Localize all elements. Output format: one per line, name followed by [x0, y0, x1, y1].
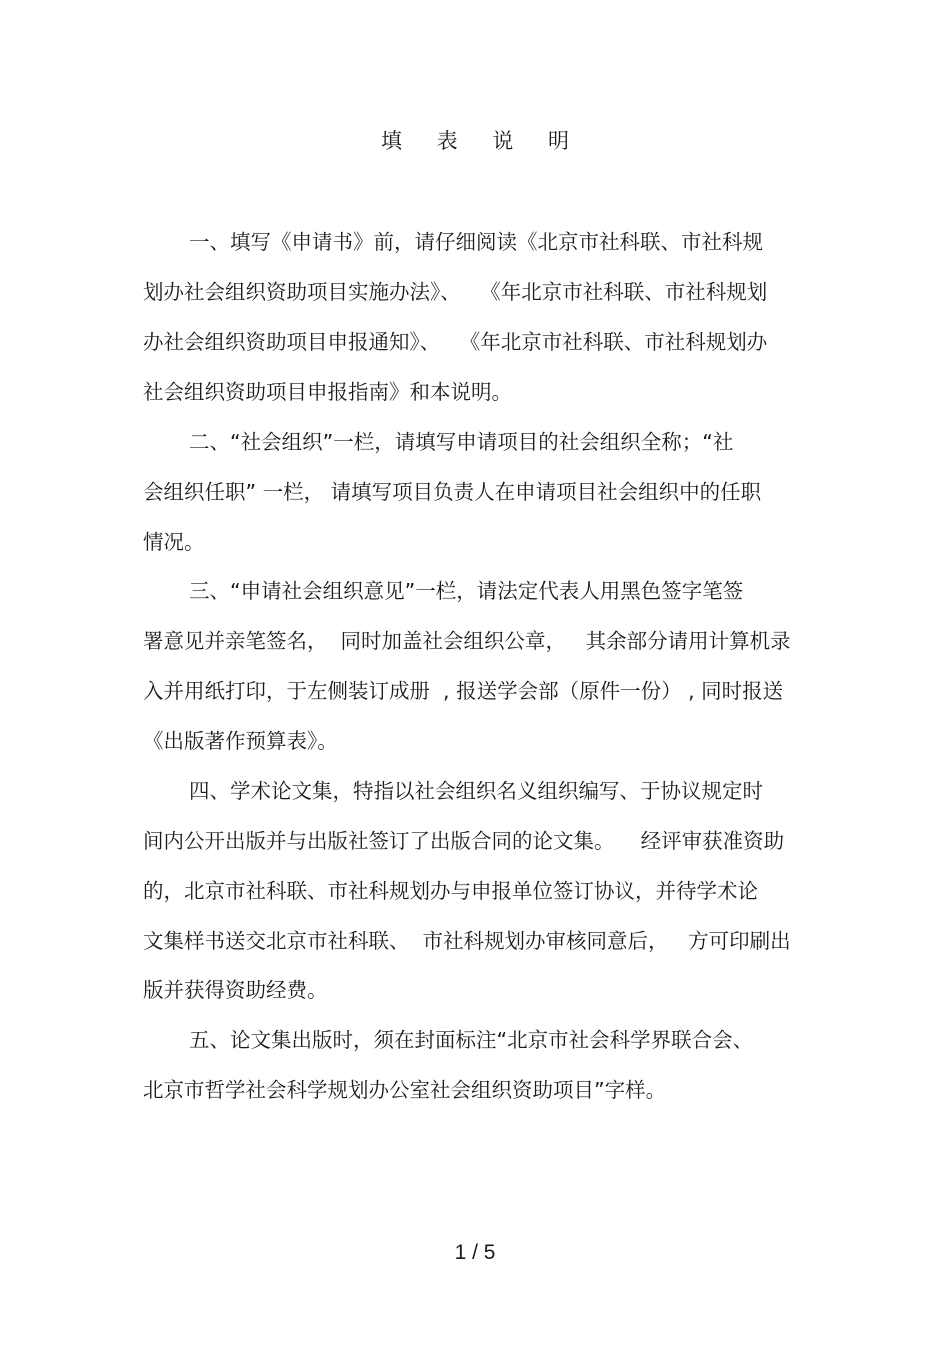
paragraph-2-line-2: 会组织任职” 一栏， 请填写项目负责人在申请项目社会组织中的任职: [143, 480, 762, 504]
paragraph-5-line-2: 北京市哲学社会科学规划办公室社会组织资助项目”字样。: [143, 1078, 667, 1102]
paragraph-5-line-1: 五、论文集出版时，须在封面标注“北京市社会科学界联合会、: [189, 1028, 754, 1052]
paragraph-3-line-3: 入并用纸打印，于左侧装订成册 , 报送学会部（原件一份） , 同时报送: [143, 679, 784, 703]
paragraph-3-line-1: 三、“申请社会组织意见”一栏，请法定代表人用黑色签字笔签: [189, 579, 744, 603]
paragraph-1-line-1: 一、填写《申请书》前，请仔细阅读《北京市社科联、市社科规: [189, 230, 763, 254]
paragraph-4-line-3: 的，北京市社科联、市社科规划办与申报单位签订协议，并待学术论: [143, 879, 758, 903]
paragraph-2-line-1: 二、“社会组织”一栏，请填写申请项目的社会组织全称；“社: [189, 430, 734, 454]
document-title: 填 表 说 明: [380, 129, 584, 153]
paragraph-4-line-4: 文集样书送交北京市社科联、 市社科规划办审核同意后， 方可印刷出: [143, 929, 791, 953]
paragraph-3-line-4: 《出版著作预算表》。: [143, 729, 338, 753]
paragraph-4-line-2: 间内公开出版并与出版社签订了出版合同的论文集。 经评审获准资助: [143, 829, 785, 853]
paragraph-2-line-3: 情况。: [143, 530, 205, 554]
paragraph-4-line-1: 四、学术论文集，特指以社会组织名义组织编写、于协议规定时: [189, 779, 763, 803]
paragraph-1-line-2: 划办社会组织资助项目实施办法》、 《年北京市社科联、市社科规划: [143, 280, 768, 304]
page-number: 1 / 5: [454, 1241, 496, 1264]
paragraph-3-line-2: 署意见并亲笔签名， 同时加盖社会组织公章， 其余部分请用计算机录: [143, 629, 791, 653]
paragraph-1-line-4: 社会组织资助项目申报指南》和本说明。: [143, 380, 512, 404]
paragraph-1-line-3: 办社会组织资助项目申报通知》、 《年北京市社科联、市社科规划办: [143, 330, 768, 354]
paragraph-4-line-5: 版并获得资助经费。: [143, 978, 328, 1002]
